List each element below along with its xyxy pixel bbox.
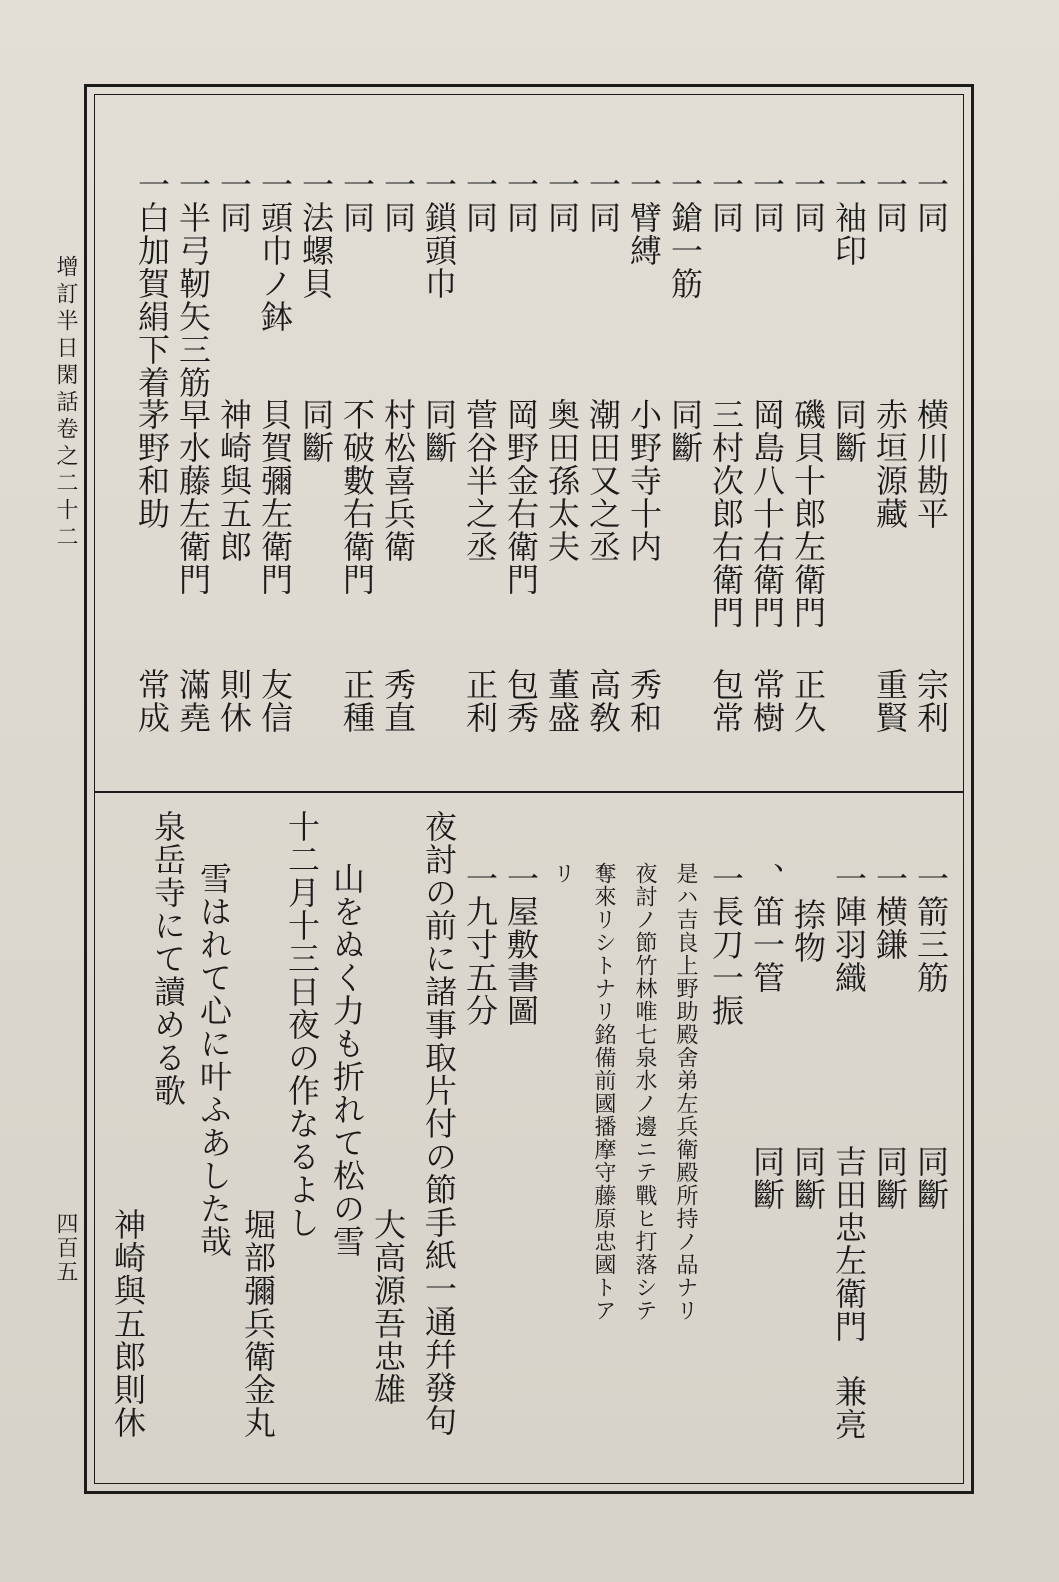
person-name: 同斷 <box>830 398 868 464</box>
item-label: 一同 <box>789 168 827 234</box>
person-name: 早水藤左衛門 <box>174 398 212 596</box>
annotation-line: 夜討ノ節竹林唯七泉水ノ邊ニテ戰ヒ打落シテ <box>632 862 657 1322</box>
person-mei: 常樹 <box>748 668 786 734</box>
person-name: 村松喜兵衛 <box>379 398 417 563</box>
person-name: 神崎與五郎 <box>215 398 253 563</box>
person-name: 小野寺十内 <box>625 398 663 563</box>
person-name: 同斷 <box>666 398 704 464</box>
item-text: 十二月十三日夜の作なるよし <box>283 810 321 1239</box>
item-label: 一同 <box>871 168 909 234</box>
person-name: 横川勘平 <box>912 398 950 530</box>
item-label: 一同 <box>912 168 950 234</box>
item-text: 一横鎌 <box>871 862 909 961</box>
person-name: 潮田又之丞 <box>584 398 622 563</box>
poem-line: 山をぬく力も折れて松の雪 <box>328 862 366 1258</box>
person-mei: 包秀 <box>502 668 540 734</box>
item-label: 一同 <box>584 168 622 234</box>
person-name: 赤垣源藏 <box>871 398 909 530</box>
item-text: 一陣羽織 <box>830 862 868 994</box>
person-name: 同斷 <box>297 398 335 464</box>
person-mei: 滿堯 <box>174 668 212 734</box>
person-name: 磯貝十郎左衛門 <box>789 398 827 629</box>
person-mei: 正利 <box>461 668 499 734</box>
person-name: 岡島八十右衛門 <box>748 398 786 629</box>
person-mei: 包常 <box>707 668 745 734</box>
item-label: 一袖印 <box>830 168 868 267</box>
person-name: 貝賀彌左衛門 <box>256 398 294 596</box>
person-name: 岡野金右衛門 <box>502 398 540 596</box>
author-name: 堀部彌兵衛金丸 <box>239 1208 277 1439</box>
person-mei: 宗利 <box>912 668 950 734</box>
person-name: 同斷 <box>789 1145 827 1211</box>
author-name: 神崎與五郎則休 <box>109 1208 147 1439</box>
item-text: 、笛一管 <box>748 862 786 994</box>
person-mei: 秀和 <box>625 668 663 734</box>
item-label: 一同 <box>707 168 745 234</box>
item-label: 一同 <box>215 168 253 234</box>
person-mei: 正種 <box>338 668 376 734</box>
person-name: 吉田忠左衛門 <box>830 1145 868 1343</box>
annotation-line: 奪來リシトナリ銘備前國播摩守藤原忠國トア <box>591 862 616 1322</box>
person-name: 同斷 <box>912 1145 950 1211</box>
annotation-line: リ <box>550 862 575 885</box>
person-name: 奥田孫太夫 <box>543 398 581 563</box>
person-name: 三村次郎右衛門 <box>707 398 745 629</box>
item-label: 一鎖頭巾 <box>420 168 458 300</box>
person-name: 同斷 <box>748 1145 786 1211</box>
item-label: 一半弓靭矢三筋 <box>174 168 212 399</box>
section-divider <box>94 791 964 793</box>
person-mei: 董盛 <box>543 668 581 734</box>
person-mei: 友信 <box>256 668 294 734</box>
person-mei: 正久 <box>789 668 827 734</box>
poem-line: 雪はれて心に叶ふあした哉 <box>195 862 233 1258</box>
item-text: 一屋敷書圖 <box>502 862 540 1027</box>
person-mei: 高敎 <box>584 668 622 734</box>
person-name: 同斷 <box>871 1145 909 1211</box>
item-label: 一法螺貝 <box>297 168 335 300</box>
item-label: 一同 <box>502 168 540 234</box>
item-text: 一長刀一振 <box>707 862 745 1027</box>
item-label: 一同 <box>748 168 786 234</box>
person-name: 同斷 <box>420 398 458 464</box>
item-label: 一鎗一筋 <box>666 168 704 300</box>
running-title: 增訂半日閑話卷之二十二 <box>53 255 78 552</box>
item-text: 一箭三筋 <box>912 862 950 994</box>
item-label: 一頭巾ノ鉢 <box>256 168 294 333</box>
person-mei: 兼亮 <box>830 1375 868 1441</box>
person-mei: 秀直 <box>379 668 417 734</box>
item-label: 一同 <box>379 168 417 234</box>
item-text: 夜討の前に諸事取片付の節手紙一通幷發句 <box>420 810 458 1437</box>
person-mei: 則休 <box>215 668 253 734</box>
item-text: 泉岳寺にて讀める歌 <box>149 810 187 1107</box>
annotation-line: 是ハ吉良上野助殿舍弟左兵衛殿所持ノ品ナリ <box>673 862 698 1322</box>
item-text: 捺物 <box>789 898 827 964</box>
item-label: 一臂縛 <box>625 168 663 267</box>
person-name: 菅谷半之丞 <box>461 398 499 563</box>
item-text: 一九寸五分 <box>461 862 499 1027</box>
person-name: 茅野和助 <box>133 398 171 530</box>
item-label: 一同 <box>338 168 376 234</box>
item-label: 一同 <box>543 168 581 234</box>
person-mei: 常成 <box>133 668 171 734</box>
author-name: 大高源吾忠雄 <box>369 1208 407 1406</box>
person-mei: 重賢 <box>871 668 909 734</box>
page-number: 四百五 <box>53 1212 78 1284</box>
person-name: 不破數右衛門 <box>338 398 376 596</box>
item-label: 一白加賀絹下着 <box>133 168 171 399</box>
item-label: 一同 <box>461 168 499 234</box>
